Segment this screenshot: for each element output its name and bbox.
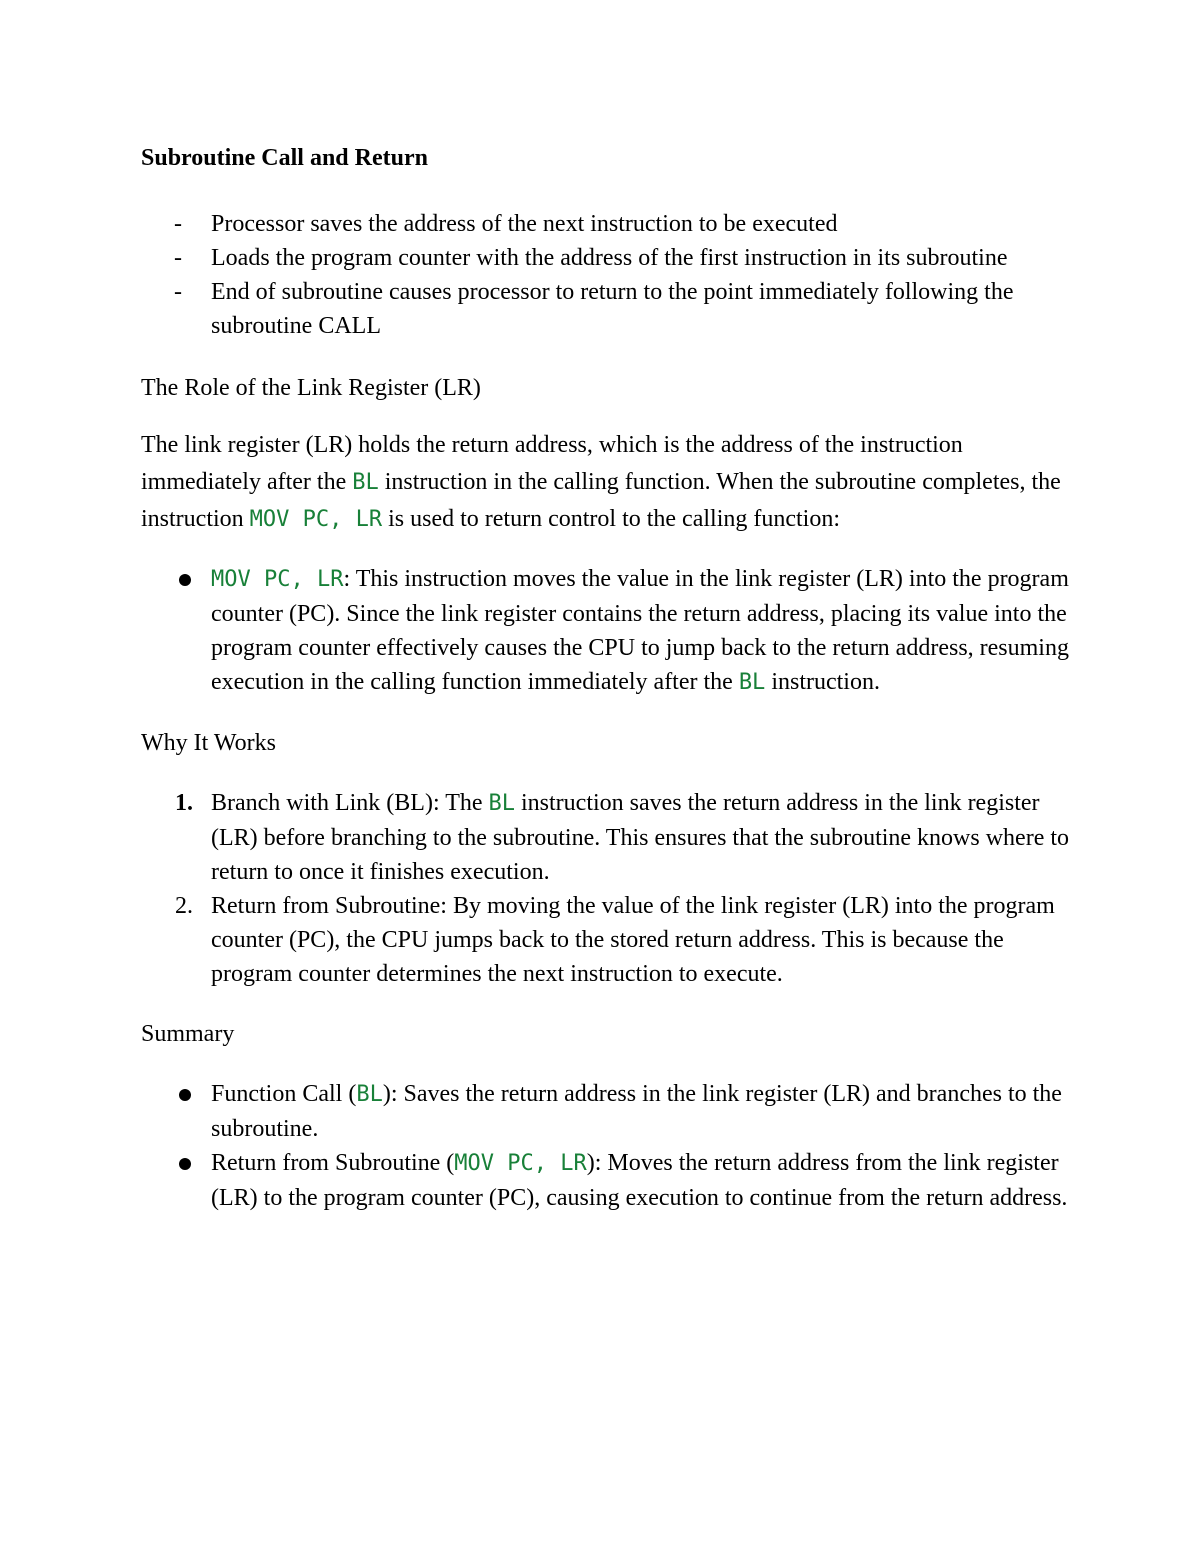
dash-list bbox=[141, 207, 1071, 343]
list-item-text: : This instruction moves the value in the link register (LR) into the program counter (PC). Since the link register contains the return address, placing its value into the program counter effectively causes the CPU to jump back to the return address, resuming execution in the calling function immediately after the bbox=[211, 566, 1069, 695]
page-title: Subroutine Call and Return bbox=[141, 145, 428, 171]
list-item-text: instruction saves the return address in the link register (LR) before branching to the subroutine. This ensures that the subroutine knows where to return to once it finishes execution. bbox=[211, 790, 1070, 885]
list-item-text: Loads the program counter with the address of the first instruction in its subroutine bbox=[211, 245, 1008, 271]
list-item-text: Processor saves the address of the next instruction to be executed bbox=[211, 211, 838, 237]
summary-bullet-list bbox=[141, 1077, 1071, 1215]
list-item-text: Function Call ( bbox=[211, 1081, 357, 1107]
list-item bbox=[141, 241, 1071, 275]
code-mov-pc-lr: MOV PC, LR bbox=[249, 507, 383, 532]
section-heading-summary: Summary bbox=[141, 1021, 235, 1047]
role-paragraph bbox=[141, 427, 1071, 538]
bullet-icon bbox=[179, 1158, 191, 1170]
list-item-text: instruction. bbox=[765, 669, 880, 695]
list-item bbox=[141, 1146, 1071, 1215]
list-item-text: ): Saves the return address in the link register (LR) and branches to the subroutine. bbox=[211, 1081, 1062, 1142]
list-item-text: Branch with Link (BL): The bbox=[211, 790, 489, 816]
code-bl: BL bbox=[352, 470, 379, 495]
section-heading-role: The Role of the Link Register (LR) bbox=[141, 375, 481, 401]
list-item-text: ): Moves the return address from the link register (LR) to the program counter (PC), causing execution to continue from the return address. bbox=[211, 1150, 1068, 1211]
bullet-icon bbox=[179, 574, 191, 586]
list-item-text: End of subroutine causes processor to return to the point immediately following the subroutine CALL bbox=[211, 279, 1014, 339]
section-heading-why: Why It Works bbox=[141, 730, 276, 756]
code-mov-pc-lr: MOV PC, LR bbox=[454, 1151, 587, 1176]
bullet-icon bbox=[179, 1089, 191, 1101]
code-bl: BL bbox=[738, 670, 766, 695]
list-item bbox=[141, 562, 1071, 700]
dash-marker: - bbox=[174, 245, 182, 271]
why-numbered-list bbox=[141, 786, 1071, 991]
dash-marker: - bbox=[174, 211, 182, 237]
paragraph-text: is used to return control to the calling function: bbox=[382, 506, 841, 532]
list-item bbox=[141, 275, 1071, 343]
list-item bbox=[141, 207, 1071, 241]
dash-marker: - bbox=[174, 279, 182, 305]
document-content bbox=[141, 141, 1071, 1215]
list-item-text: Return from Subroutine ( bbox=[211, 1150, 455, 1176]
code-bl: BL bbox=[488, 791, 515, 816]
list-number: 2. bbox=[175, 893, 193, 919]
code-bl: BL bbox=[356, 1082, 383, 1107]
paragraph-text: instruction in the calling function. When the subroutine completes, the instruction bbox=[141, 469, 1061, 532]
paragraph-text: The link register (LR) holds the return address, which is the address of the instruction immediately after the bbox=[141, 432, 963, 495]
list-item bbox=[141, 889, 1071, 991]
list-item bbox=[141, 1077, 1071, 1146]
list-item bbox=[141, 786, 1071, 889]
role-bullet-list bbox=[141, 562, 1071, 700]
list-item-text: Return from Subroutine: By moving the value of the link register (LR) into the program counter (PC), the CPU jumps back to the stored return address. This is because the program counter determines the next instruction to execute. bbox=[211, 893, 1055, 987]
list-number: 1. bbox=[175, 790, 193, 816]
code-mov-pc-lr: MOV PC, LR bbox=[211, 567, 344, 592]
